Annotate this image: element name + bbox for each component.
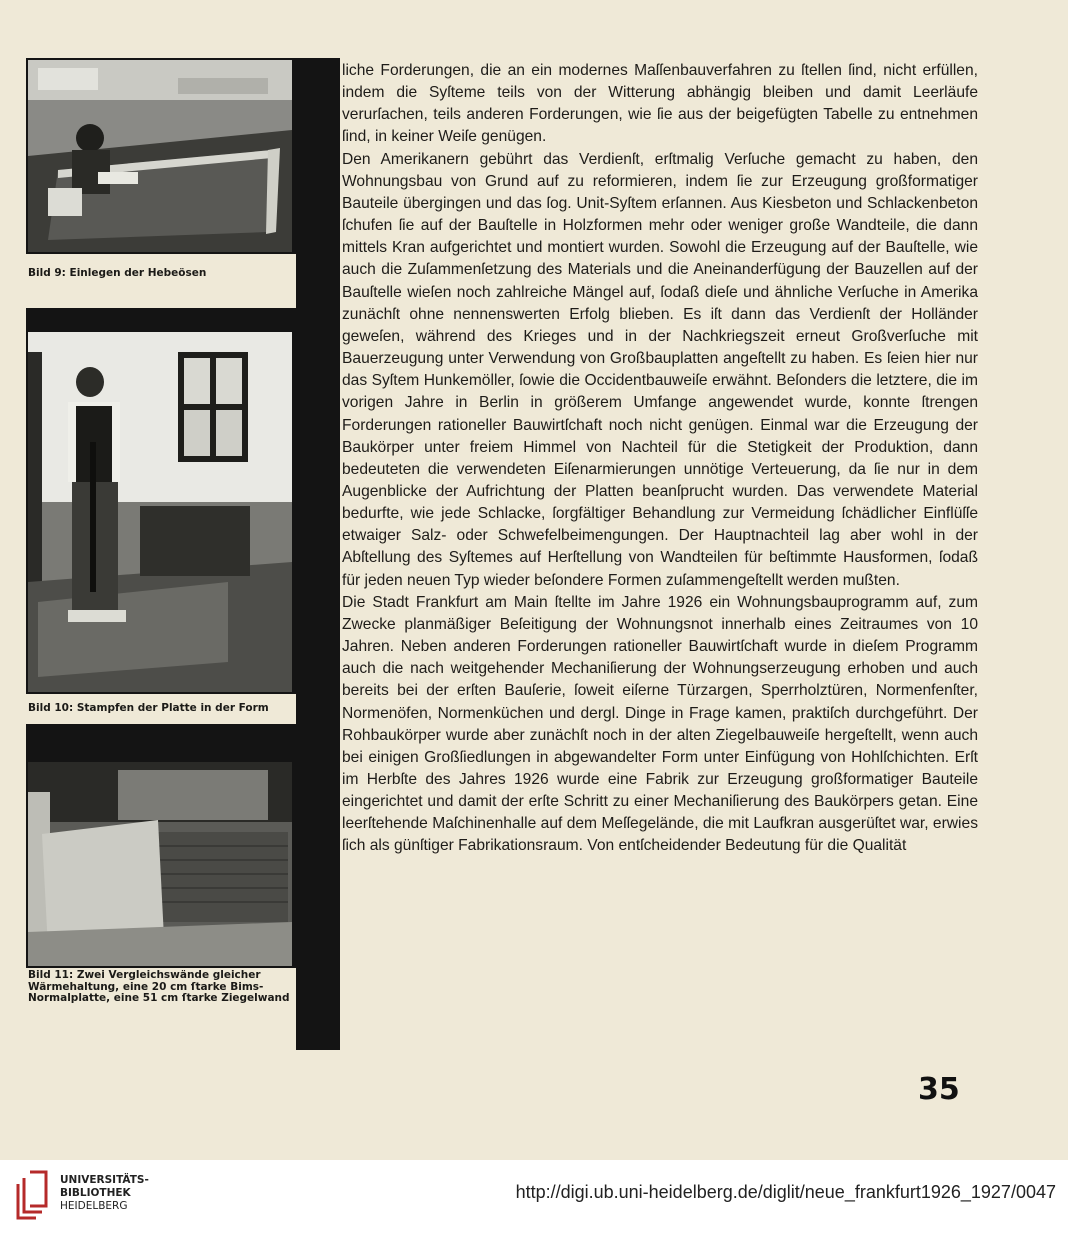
figure-10-photo: [28, 332, 292, 692]
figure-column: [26, 58, 296, 1050]
figure-11-caption-area: [26, 968, 296, 1050]
figure-9-caption: Bild 9: Einlegen der Hebeösen: [28, 267, 207, 279]
figure-10-caption-area: [26, 694, 296, 724]
library-name-line3: HEIDELBERG: [60, 1200, 128, 1212]
figure-11-caption: Bild 11: Zwei Vergleichswände gleicher Wärmehaltung, eine 20 cm ſtarke Bims-Normalplatte, eine 51 cm ſtarke Ziegelwand: [28, 969, 290, 1004]
body-paragraph: Die Stadt Frankfurt am Main ſtellte im Jahre 1926 ein Wohnungsbauprogramm auf, zum Zwecke planmäßiger Beſeitigung der Wohnungsnot innerhalb eines Zeitraumes von 10 Jahren. Neben anderen Forderungen rationeller Bauwirtſchaft wurde in dieſem Programm auch die nach weitgehender Mechaniſierung der Wohnungserzeugung erhoben und auch bereits bei der erſten Bauſerie, ſoweit eiſerne Türzargen, Sperrholztüren, Normenfenſter, Normenöfen, Normenküchen und dergl. Dinge in Frage kamen, praktiſch durchgeführt. Der Rohbaukörper wurde aber zunächſt noch in der alten Ziegelbauweiſe hergeſtellt, wenn auch bei einigen Großſiedlungen in abgewandelter Form unter Einfügung von Hohlſchichten. Erſt im Herbſte des Jahres 1926 wurde eine Fabrik zur Erzeugung großformatiger Bauteile eingerichtet und damit der erſte Schritt zu einer Mechaniſierung des Baukörpers getan. Eine leerſtehende Maſchinenhalle auf dem Meſſegelände, die mit Laufkran ausgerüſtet war, erwies ſich als günſtiger Fabrikationsraum. Von entſcheidender Bedeutung für die Qualität: [342, 593, 978, 855]
figure-11-photo: [28, 762, 292, 966]
black-divider-bar: [296, 58, 340, 1050]
figure-10-caption: Bild 10: Stampfen der Platte in der Form: [28, 702, 269, 714]
library-name-line2: BIBLIOTHEK: [60, 1187, 131, 1199]
article-body: [342, 60, 978, 1050]
figure-9-caption-area: [26, 254, 296, 308]
footer-bar: [0, 1160, 1068, 1239]
library-name: [60, 1174, 149, 1213]
body-paragraph: liche Forderungen, die an ein modernes Maſſenbauverfahren zu ſtellen ſind, nicht erfüllen, indem die Syſteme teils von der Witterung abhängig bleiben und damit Leerläufe verurſachen, teils anderen Forderungen, wie ſie aus der beigefügten Tabelle zu entnehmen ſind, in keiner Weiſe genügen.: [342, 62, 978, 146]
figure-9-photo: [28, 60, 292, 252]
source-url-link[interactable]: http://digi.ub.uni-heidelberg.de/diglit/neue_frankfurt1926_1927/0047: [515, 1182, 1056, 1202]
library-name-line1: UNIVERSITÄTS-: [60, 1174, 149, 1186]
page-number: 35: [918, 1072, 960, 1107]
library-logo-icon: [12, 1170, 52, 1230]
body-paragraph: Den Amerikanern gebührt das Verdienſt, erſtmalig Verſuche gemacht zu haben, den Wohnungsbau von Grund auf zu reformieren, indem ſie zur Erzeugung großformatiger Bauteile übergingen und das ſog. Unit-Syſtem erſannen. Aus Kiesbeton und Schlackenbeton ſchufen ſie auf der Bauſtelle in Holzformen mehr oder weniger große Wandteile, die dann mittels Kran aufgerichtet und montiert wurden. Sowohl die Erzeugung auf der Bauſtelle, wie auch die Zuſammenſetzung des Materials und die Aneinanderfügung der Bauzellen auf der Bauſtelle wieſen noch zahlreiche Mängel auf, ſodaß dieſe und ähnliche Verſuche in Amerika zunächſt ohne nennenswerten Erfolg blieben. Es iſt dann das Verdienſt der Holländer geweſen, während des Krieges und in der Nachkriegszeit erneut Großverſuche mit Bauerzeugung unter Verwendung von Großbauplatten angeſtellt zu haben. Es ſeien hier nur das Syſtem Hunkemöller, ſowie die Occidentbauweiſe erwähnt. Beſonders die letztere, die im vorigen Jahre in Berlin in größerem Umfange angewendet wurde, konnte ſtrengen Forderungen rationeller Bauwirtſchaft noch nicht genügen. Einmal war die Erzeugung der Baukörper unter freiem Himmel von Nachteil für die Stetigkeit der Produktion, dann bedeuteten die verwendeten Eiſenarmierungen unnötige Verteuerung, da ſie nur in dem Augenblicke der Aufrichtung der Platten beanſprucht wurden. Das verwendete Material bedurfte, wie jede Schlacke, ſorgfältiger Behandlung zur Vermeidung ſchädlicher Einflüſſe etwaiger Salz- oder Schwefelbeimengungen. Der Hauptnachteil lag aber wohl in der Abſtellung des Syſtemes auf Herſtellung von Wandteilen für beſtimmte Hausformen, ſodaß für jeden neuen Typ wieder beſondere Formen zuſammengeſtellt werden mußten.: [342, 150, 978, 589]
